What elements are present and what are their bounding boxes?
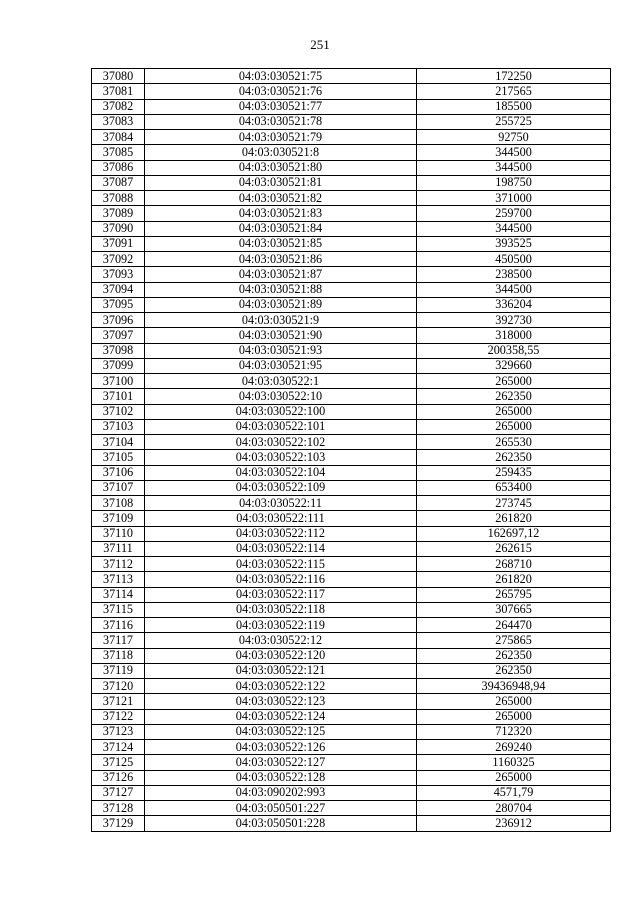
row-number-cell: 37096	[92, 313, 145, 328]
row-number-cell: 37111	[92, 541, 145, 556]
value-cell: 200358,55	[417, 343, 611, 358]
value-cell: 371000	[417, 191, 611, 206]
cadastral-number-cell: 04:03:030522:118	[145, 602, 417, 617]
cadastral-number-cell: 04:03:090202:993	[145, 785, 417, 800]
value-cell: 259435	[417, 465, 611, 480]
cadastral-number-cell: 04:03:030521:76	[145, 84, 417, 99]
cadastral-number-cell: 04:03:030522:128	[145, 770, 417, 785]
table-row	[92, 358, 611, 373]
value-cell: 265000	[417, 404, 611, 419]
cadastral-number-cell: 04:03:030522:10	[145, 389, 417, 404]
value-cell: 265000	[417, 770, 611, 785]
cadastral-number-cell: 04:03:030522:127	[145, 755, 417, 770]
row-number-cell: 37121	[92, 694, 145, 709]
row-number-cell: 37105	[92, 450, 145, 465]
row-number-cell: 37126	[92, 770, 145, 785]
cadastral-number-cell: 04:03:030522:114	[145, 541, 417, 556]
table-row	[92, 130, 611, 145]
cadastral-number-cell: 04:03:030522:112	[145, 526, 417, 541]
row-number-cell: 37090	[92, 221, 145, 236]
table-row	[92, 709, 611, 724]
table-row	[92, 450, 611, 465]
table-row	[92, 633, 611, 648]
row-number-cell: 37092	[92, 252, 145, 267]
cadastral-number-cell: 04:03:030521:79	[145, 130, 417, 145]
row-number-cell: 37103	[92, 419, 145, 434]
value-cell: 329660	[417, 358, 611, 373]
value-cell: 307665	[417, 602, 611, 617]
value-cell: 262350	[417, 663, 611, 678]
cadastral-number-cell: 04:03:030522:11	[145, 496, 417, 511]
cadastral-number-cell: 04:03:030521:75	[145, 69, 417, 84]
cadastral-number-cell: 04:03:030521:86	[145, 252, 417, 267]
cadastral-number-cell: 04:03:030521:77	[145, 99, 417, 114]
value-cell: 264470	[417, 618, 611, 633]
cadastral-number-cell: 04:03:030521:89	[145, 297, 417, 312]
table-row	[92, 557, 611, 572]
table-row	[92, 496, 611, 511]
table-row	[92, 236, 611, 251]
table-row	[92, 755, 611, 770]
cadastral-number-cell: 04:03:030521:93	[145, 343, 417, 358]
value-cell: 269240	[417, 740, 611, 755]
value-cell: 265000	[417, 694, 611, 709]
row-number-cell: 37123	[92, 724, 145, 739]
table-row	[92, 175, 611, 190]
cadastral-number-cell: 04:03:030522:104	[145, 465, 417, 480]
table-row	[92, 816, 611, 831]
value-cell: 238500	[417, 267, 611, 282]
row-number-cell: 37084	[92, 130, 145, 145]
row-number-cell: 37110	[92, 526, 145, 541]
cadastral-number-cell: 04:03:030521:8	[145, 145, 417, 160]
row-number-cell: 37104	[92, 435, 145, 450]
table-row	[92, 679, 611, 694]
row-number-cell: 37080	[92, 69, 145, 84]
cadastral-number-cell: 04:03:030522:122	[145, 679, 417, 694]
value-cell: 273745	[417, 496, 611, 511]
cadastral-number-cell: 04:03:030521:81	[145, 175, 417, 190]
value-cell: 344500	[417, 221, 611, 236]
table-row	[92, 282, 611, 297]
cadastral-number-cell: 04:03:030521:9	[145, 313, 417, 328]
value-cell: 265530	[417, 435, 611, 450]
row-number-cell: 37088	[92, 191, 145, 206]
table-row	[92, 206, 611, 221]
table-row	[92, 541, 611, 556]
row-number-cell: 37097	[92, 328, 145, 343]
cadastral-number-cell: 04:03:030522:123	[145, 694, 417, 709]
value-cell: 393525	[417, 236, 611, 251]
row-number-cell: 37099	[92, 358, 145, 373]
table-row	[92, 191, 611, 206]
value-cell: 259700	[417, 206, 611, 221]
value-cell: 262350	[417, 389, 611, 404]
row-number-cell: 37093	[92, 267, 145, 282]
cadastral-number-cell: 04:03:030521:83	[145, 206, 417, 221]
table-row	[92, 602, 611, 617]
value-cell: 262350	[417, 648, 611, 663]
cadastral-number-cell: 04:03:030521:87	[145, 267, 417, 282]
value-cell: 344500	[417, 145, 611, 160]
value-cell: 261820	[417, 511, 611, 526]
row-number-cell: 37119	[92, 663, 145, 678]
cadastral-number-cell: 04:03:030522:124	[145, 709, 417, 724]
cadastral-number-cell: 04:03:030522:116	[145, 572, 417, 587]
row-number-cell: 37127	[92, 785, 145, 800]
row-number-cell: 37113	[92, 572, 145, 587]
value-cell: 172250	[417, 69, 611, 84]
table-row	[92, 145, 611, 160]
cadastral-number-cell: 04:03:030522:1	[145, 374, 417, 389]
row-number-cell: 37124	[92, 740, 145, 755]
cadastral-number-cell: 04:03:050501:227	[145, 801, 417, 816]
table-row	[92, 99, 611, 114]
cadastral-number-cell: 04:03:030522:117	[145, 587, 417, 602]
table-row	[92, 343, 611, 358]
cadastral-number-cell: 04:03:030521:80	[145, 160, 417, 175]
cadastral-number-cell: 04:03:030522:121	[145, 663, 417, 678]
value-cell: 261820	[417, 572, 611, 587]
row-number-cell: 37125	[92, 755, 145, 770]
cadastral-number-cell: 04:03:030522:120	[145, 648, 417, 663]
cadastral-value-table	[91, 68, 611, 832]
value-cell: 712320	[417, 724, 611, 739]
cadastral-number-cell: 04:03:030521:84	[145, 221, 417, 236]
cadastral-number-cell: 04:03:030522:109	[145, 480, 417, 495]
table-row	[92, 69, 611, 84]
value-cell: 185500	[417, 99, 611, 114]
row-number-cell: 37128	[92, 801, 145, 816]
row-number-cell: 37083	[92, 114, 145, 129]
table-row	[92, 221, 611, 236]
table-row	[92, 694, 611, 709]
value-cell: 275865	[417, 633, 611, 648]
value-cell: 162697,12	[417, 526, 611, 541]
table-row	[92, 328, 611, 343]
table-row	[92, 663, 611, 678]
cadastral-number-cell: 04:03:030521:78	[145, 114, 417, 129]
table-row	[92, 435, 611, 450]
value-cell: 265000	[417, 419, 611, 434]
cadastral-number-cell: 04:03:030522:125	[145, 724, 417, 739]
table-row	[92, 785, 611, 800]
cadastral-number-cell: 04:03:030522:126	[145, 740, 417, 755]
table-row	[92, 587, 611, 602]
row-number-cell: 37107	[92, 480, 145, 495]
row-number-cell: 37122	[92, 709, 145, 724]
value-cell: 1160325	[417, 755, 611, 770]
cadastral-number-cell: 04:03:030522:115	[145, 557, 417, 572]
table-row	[92, 252, 611, 267]
table-row	[92, 511, 611, 526]
value-cell: 450500	[417, 252, 611, 267]
row-number-cell: 37108	[92, 496, 145, 511]
cadastral-number-cell: 04:03:030522:111	[145, 511, 417, 526]
value-cell: 318000	[417, 328, 611, 343]
cadastral-number-cell: 04:03:030521:95	[145, 358, 417, 373]
table-body	[92, 69, 611, 832]
row-number-cell: 37101	[92, 389, 145, 404]
cadastral-number-cell: 04:03:030521:82	[145, 191, 417, 206]
value-cell: 653400	[417, 480, 611, 495]
row-number-cell: 37102	[92, 404, 145, 419]
row-number-cell: 37081	[92, 84, 145, 99]
table-row	[92, 267, 611, 282]
value-cell: 217565	[417, 84, 611, 99]
table-row	[92, 740, 611, 755]
table-row	[92, 160, 611, 175]
row-number-cell: 37085	[92, 145, 145, 160]
row-number-cell: 37086	[92, 160, 145, 175]
table-row	[92, 480, 611, 495]
cadastral-number-cell: 04:03:030521:88	[145, 282, 417, 297]
table-row	[92, 297, 611, 312]
value-cell: 255725	[417, 114, 611, 129]
row-number-cell: 37098	[92, 343, 145, 358]
page-number: 251	[310, 37, 330, 52]
row-number-cell: 37100	[92, 374, 145, 389]
value-cell: 344500	[417, 282, 611, 297]
row-number-cell: 37115	[92, 602, 145, 617]
row-number-cell: 37114	[92, 587, 145, 602]
table-row	[92, 313, 611, 328]
table-row	[92, 724, 611, 739]
table-row	[92, 618, 611, 633]
value-cell: 198750	[417, 175, 611, 190]
cadastral-number-cell: 04:03:030522:101	[145, 419, 417, 434]
cadastral-number-cell: 04:03:030521:85	[145, 236, 417, 251]
value-cell: 92750	[417, 130, 611, 145]
value-cell: 344500	[417, 160, 611, 175]
row-number-cell: 37091	[92, 236, 145, 251]
row-number-cell: 37089	[92, 206, 145, 221]
value-cell: 392730	[417, 313, 611, 328]
table-row	[92, 526, 611, 541]
row-number-cell: 37094	[92, 282, 145, 297]
row-number-cell: 37117	[92, 633, 145, 648]
value-cell: 262350	[417, 450, 611, 465]
table-row	[92, 404, 611, 419]
row-number-cell: 37116	[92, 618, 145, 633]
value-cell: 336204	[417, 297, 611, 312]
table-row	[92, 114, 611, 129]
row-number-cell: 37118	[92, 648, 145, 663]
value-cell: 39436948,94	[417, 679, 611, 694]
cadastral-number-cell: 04:03:030521:90	[145, 328, 417, 343]
row-number-cell: 37106	[92, 465, 145, 480]
table-row	[92, 770, 611, 785]
row-number-cell: 37129	[92, 816, 145, 831]
value-cell: 4571,79	[417, 785, 611, 800]
value-cell: 268710	[417, 557, 611, 572]
table-row	[92, 648, 611, 663]
cadastral-number-cell: 04:03:050501:228	[145, 816, 417, 831]
row-number-cell: 37095	[92, 297, 145, 312]
cadastral-number-cell: 04:03:030522:102	[145, 435, 417, 450]
value-cell: 265795	[417, 587, 611, 602]
row-number-cell: 37087	[92, 175, 145, 190]
value-cell: 280704	[417, 801, 611, 816]
value-cell: 262615	[417, 541, 611, 556]
cadastral-number-cell: 04:03:030522:12	[145, 633, 417, 648]
table-row	[92, 374, 611, 389]
cadastral-number-cell: 04:03:030522:119	[145, 618, 417, 633]
table-row	[92, 465, 611, 480]
table-row	[92, 419, 611, 434]
value-cell: 236912	[417, 816, 611, 831]
value-cell: 265000	[417, 709, 611, 724]
row-number-cell: 37120	[92, 679, 145, 694]
row-number-cell: 37112	[92, 557, 145, 572]
table-row	[92, 84, 611, 99]
row-number-cell: 37082	[92, 99, 145, 114]
row-number-cell: 37109	[92, 511, 145, 526]
table-row	[92, 801, 611, 816]
value-cell: 265000	[417, 374, 611, 389]
cadastral-number-cell: 04:03:030522:100	[145, 404, 417, 419]
cadastral-number-cell: 04:03:030522:103	[145, 450, 417, 465]
table-row	[92, 389, 611, 404]
table-row	[92, 572, 611, 587]
